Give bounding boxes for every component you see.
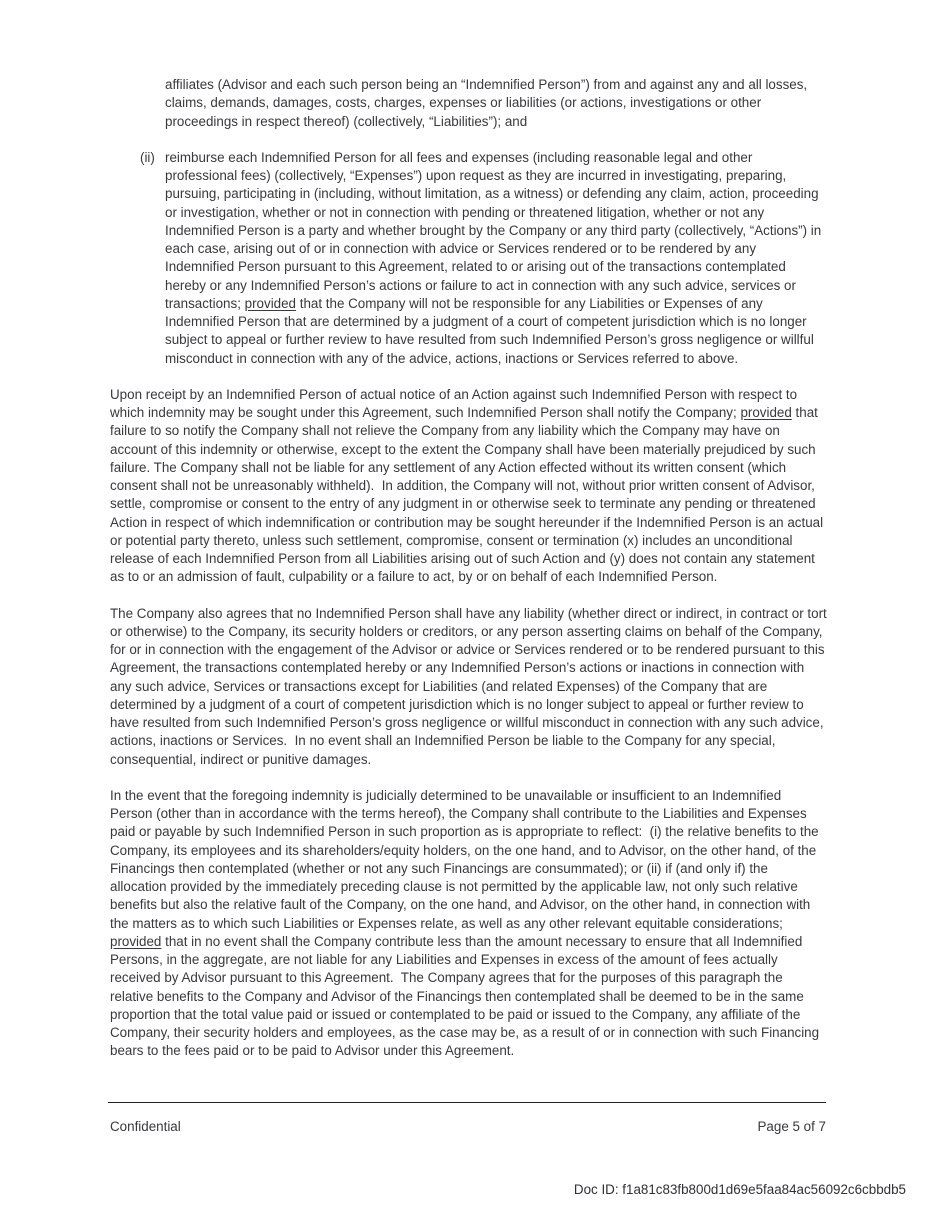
list-item-ii bbox=[110, 149, 827, 368]
list-item-text: affiliates (Advisor and each such person being an “Indemnified Person”) from and against any and all losses, claims, demands, damages, costs, charges, expenses or liabilities (or actions, investigations or other proceedings in respect thereof) (collectively, “Liabilities”); and bbox=[165, 77, 811, 129]
footer-divider bbox=[108, 1102, 826, 1103]
list-item-continuation bbox=[110, 76, 827, 131]
list-item-marker bbox=[110, 76, 165, 131]
paragraph-contribution bbox=[110, 787, 827, 1061]
page-footer bbox=[110, 1118, 826, 1136]
text-segment: that the Company will not be responsible for any Liabilities or Expenses of any Indemnified Person that are determined by a judgment of a court of competent jurisdiction which is no longer subject to appeal or further review to have resulted from such Indemnified Person’s gross negligence or willful misconduct in connection with any of the advice, actions, inactions or Services referred to above. bbox=[165, 295, 818, 366]
list-item-marker: (ii) bbox=[140, 149, 155, 165]
paragraph-notice bbox=[110, 386, 827, 587]
confidential-label: Confidential bbox=[110, 1119, 181, 1134]
underlined-term: provided bbox=[740, 405, 792, 420]
doc-id: Doc ID: f1a81c83fb800d1d69e5faa84ac56092c6cbbdb5 bbox=[573, 1182, 906, 1197]
list-item-text bbox=[165, 149, 827, 368]
underlined-term: provided bbox=[244, 295, 297, 311]
underlined-term: provided bbox=[110, 933, 162, 949]
text-segment: In the event that the foregoing indemnity is judicially determined to be unavailable or insufficient to an Indemnified Person (other than in accordance with the terms hereof), the Company shall contribute to the Liabilities and Expenses paid or payable by such Indemnified Person in such proportion as is appropriate to reflect: (i) the relative benefits to the Company, its employees and its shareholders/equity holders, on the one hand, and to Advisor, on the other hand, of the Financings then contemplated (whether or not any such Financings are consummated); or (ii) if (and only if) the allocation provided by the immediately preceding clause is not permitted by the applicable law, not only such relative benefits but also the relative fault of the Company, on the one hand, and Advisor, on the other hand, in connection with the matters as to which such Liabilities or Expenses relate, as well as any other relevant equitable considerations; bbox=[110, 787, 823, 931]
text-segment: reimburse each Indemnified Person for all fees and expenses (including reasonable legal and other professional fees) (collectively, “Expenses”) upon request as they are incurred in investigating, preparing, pursuing, participating in (including, without limitation, as a witness) or defending any claim, action, proceeding or investigation, whether or not in connection with pending or threatened litigation, whether or not any Indemnified Person is a party and whether brought by the Company or any third party (collectively, “Actions”) in each case, arising out of or in connection with advice or Services rendered or to be rendered by any Indemnified Person pursuant to this Agreement, related to or arising out of the transactions contemplated hereby or any Indemnified Person’s actions or failure to act in connection with any such advice, services or transactions; bbox=[165, 149, 825, 311]
document-body bbox=[110, 76, 831, 1061]
page-number: Page 5 of 7 bbox=[757, 1119, 826, 1134]
paragraph-liability: The Company also agrees that no Indemnified Person shall have any liability (whether direct or indirect, in contract or tort or otherwise) to the Company, its security holders or creditors, or any person asserting claims on behalf of the Company, for or in connection with the engagement of the Advisor or advice or Services rendered or to be rendered pursuant to this Agreement, the transactions contemplated hereby or any Indemnified Person’s actions or inactions in connection with any such advice, Services or transactions except for Liabilities (and related Expenses) of the Company that are determined by a judgment of a court of competent jurisdiction which is no longer subject to appeal or further review to have resulted from such Indemnified Person’s gross negligence or willful misconduct in connection with any such advice, actions, inactions or Services. In no event shall an Indemnified Person be liable to the Company for any special, consequential, indirect or punitive damages. bbox=[110, 605, 831, 767]
text-segment: that failure to so notify the Company shall not relieve the Company from any liability which the Company may have on account of this indemnity or otherwise, except to the extent the Company shall have been materially prejudiced by such failure. The Company shall not be liable for any settlement of any Action effected without its written consent (which consent shall not be unreasonably withheld). In addition, the Company will not, without prior written consent of Advisor, settle, compromise or consent to the entry of any judgment in or otherwise seek to terminate any pending or threatened Action in respect of which indemnification or contribution may be sought hereunder if the Indemnified Person is an actual or potential party thereto, unless such settlement, compromise, consent or termination (x) includes an unconditional release of each Indemnified Person from all Liabilities arising out of such Action and (y) does not contain any statement as to or an admission of fault, culpability or a failure to act, by or on behalf of each Indemnified Person. bbox=[110, 405, 827, 585]
text-segment: that in no event shall the Company contribute less than the amount necessary to ensure that all Indemnified Persons, in the aggregate, are not liable for any Liabilities and Expenses in excess of the amount of fees actually received by Advisor pursuant to this Agreement. The Company agrees that for the purposes of this paragraph the relative benefits to the Company and Advisor of the Financings then contemplated shall be deemed to be in the same proportion that the total value paid or issued or contemplated to be paid or issued to the Company, any affiliate of the Company, their security holders and employees, as the case may be, as a result of or in connection with such Financing bears to the fees paid or to be paid to Advisor under this Agreement. bbox=[110, 933, 823, 1059]
text-segment: Upon receipt by an Indemnified Person of actual notice of an Action against such Indemnified Person with respect to which indemnity may be sought under this Agreement, such Indemnified Person shall notify the Company; bbox=[110, 386, 801, 420]
